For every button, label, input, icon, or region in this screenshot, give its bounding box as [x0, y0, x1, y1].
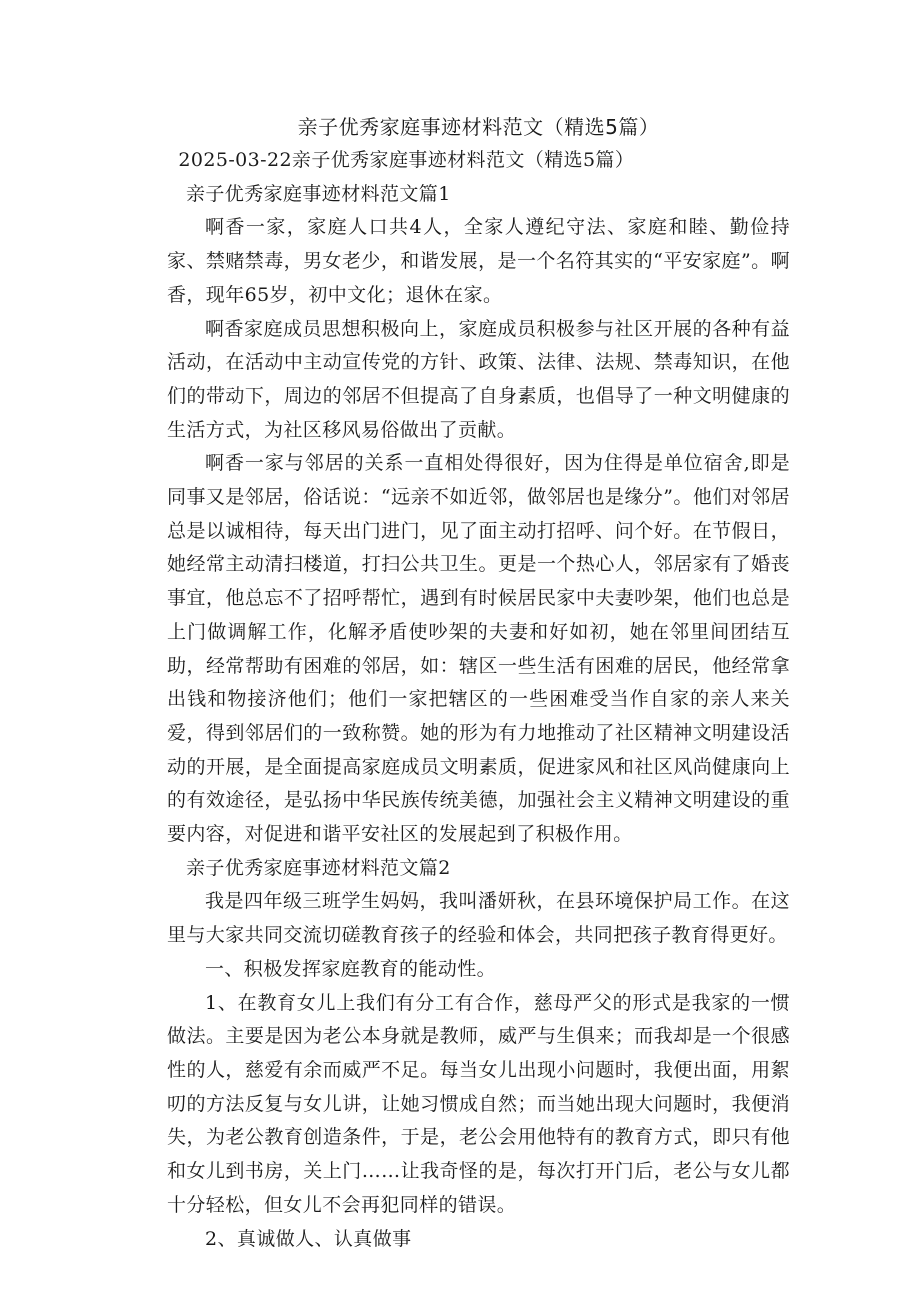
date-line: 2025-03-22亲子优秀家庭事迹材料范文（精选5篇） — [178, 149, 635, 171]
section-heading-2: 亲子优秀家庭事迹材料范文篇2 — [186, 856, 451, 879]
paragraph: 2、真诚做人、认真做事 — [205, 1227, 412, 1250]
document-title: 亲子优秀家庭事迹材料范文（精选5篇） — [297, 115, 660, 139]
paragraph: 我是四年级三班学生妈妈，我叫潘妍秋，在县环境保护局工作。在这里与大家共同交流切磋教育孩子的经验和体会，共同把孩子教育得更好。 — [167, 890, 790, 947]
section-heading-1: 亲子优秀家庭事迹材料范文篇1 — [186, 182, 451, 205]
paragraph: 啊香一家，家庭人口共4人，全家人遵纪守法、家庭和睦、勤俭持家、禁赌禁毒，男女老少，和谐发展，是一个名符其实的“平安家庭”。啊香，现年65岁，初中文化；退休在家。 — [167, 216, 790, 306]
paragraph: 1、在教育女儿上我们有分工有合作，慈母严父的形式是我家的一惯做法。主要是因为老公本身就是教师，威严与生俱来；而我却是一个很感性的人，慈爱有余而威严不足。每当女儿出现小问题时，我便出面，用絮叨的方法反复与女儿讲，让她习惯成自然；而当她出现大问题时，我便消失，为老公教育创造条件，于是，老公会用他特有的教育方式，即只有他和女儿到书房，关上门……让我奇怪的是，每次打开门后，老公与女儿都十分轻松，但女儿不会再犯同样的错误。 — [167, 991, 790, 1216]
paragraph: 一、积极发挥家庭教育的能动性。 — [205, 957, 497, 980]
document-page — [167, 112, 790, 1256]
paragraph: 啊香家庭成员思想积极向上，家庭成员积极参与社区开展的各种有益活动，在活动中主动宣传党的方针、政策、法律、法规、禁毒知识，在他们的带动下，周边的邻居不但提高了自身素质，也倡导了一种文明健康的生活方式，为社区移风易俗做出了贡献。 — [167, 317, 790, 441]
paragraph: 啊香一家与邻居的关系一直相处得很好，因为住得是单位宿舍,即是同事又是邻居，俗话说：“远亲不如近邻，做邻居也是缘分”。他们对邻居总是以诚相待，每天出门进门，见了面主动打招呼、问个好。在节假日，她经常主动清扫楼道，打扫公共卫生。更是一个热心人，邻居家有了婚丧事宜，他总忘不了招呼帮忙，遇到有时候居民家中夫妻吵架，他们也总是上门做调解工作，化解矛盾使吵架的夫妻和好如初，她在邻里间团结互助，经常帮助有困难的邻居，如：辖区一些生活有困难的居民，他经常拿出钱和物接济他们；他们一家把辖区的一些困难受当作自家的亲人来关爱，得到邻居们的一致称赞。她的形为有力地推动了社区精神文明建设活动的开展，是全面提高家庭成员文明素质，促进家风和社区风尚健康向上的有效途径，是弘扬中华民族传统美德，加强社会主义精神文明建设的重要内容，对促进和谐平安社区的发展起到了积极作用。 — [167, 452, 790, 846]
